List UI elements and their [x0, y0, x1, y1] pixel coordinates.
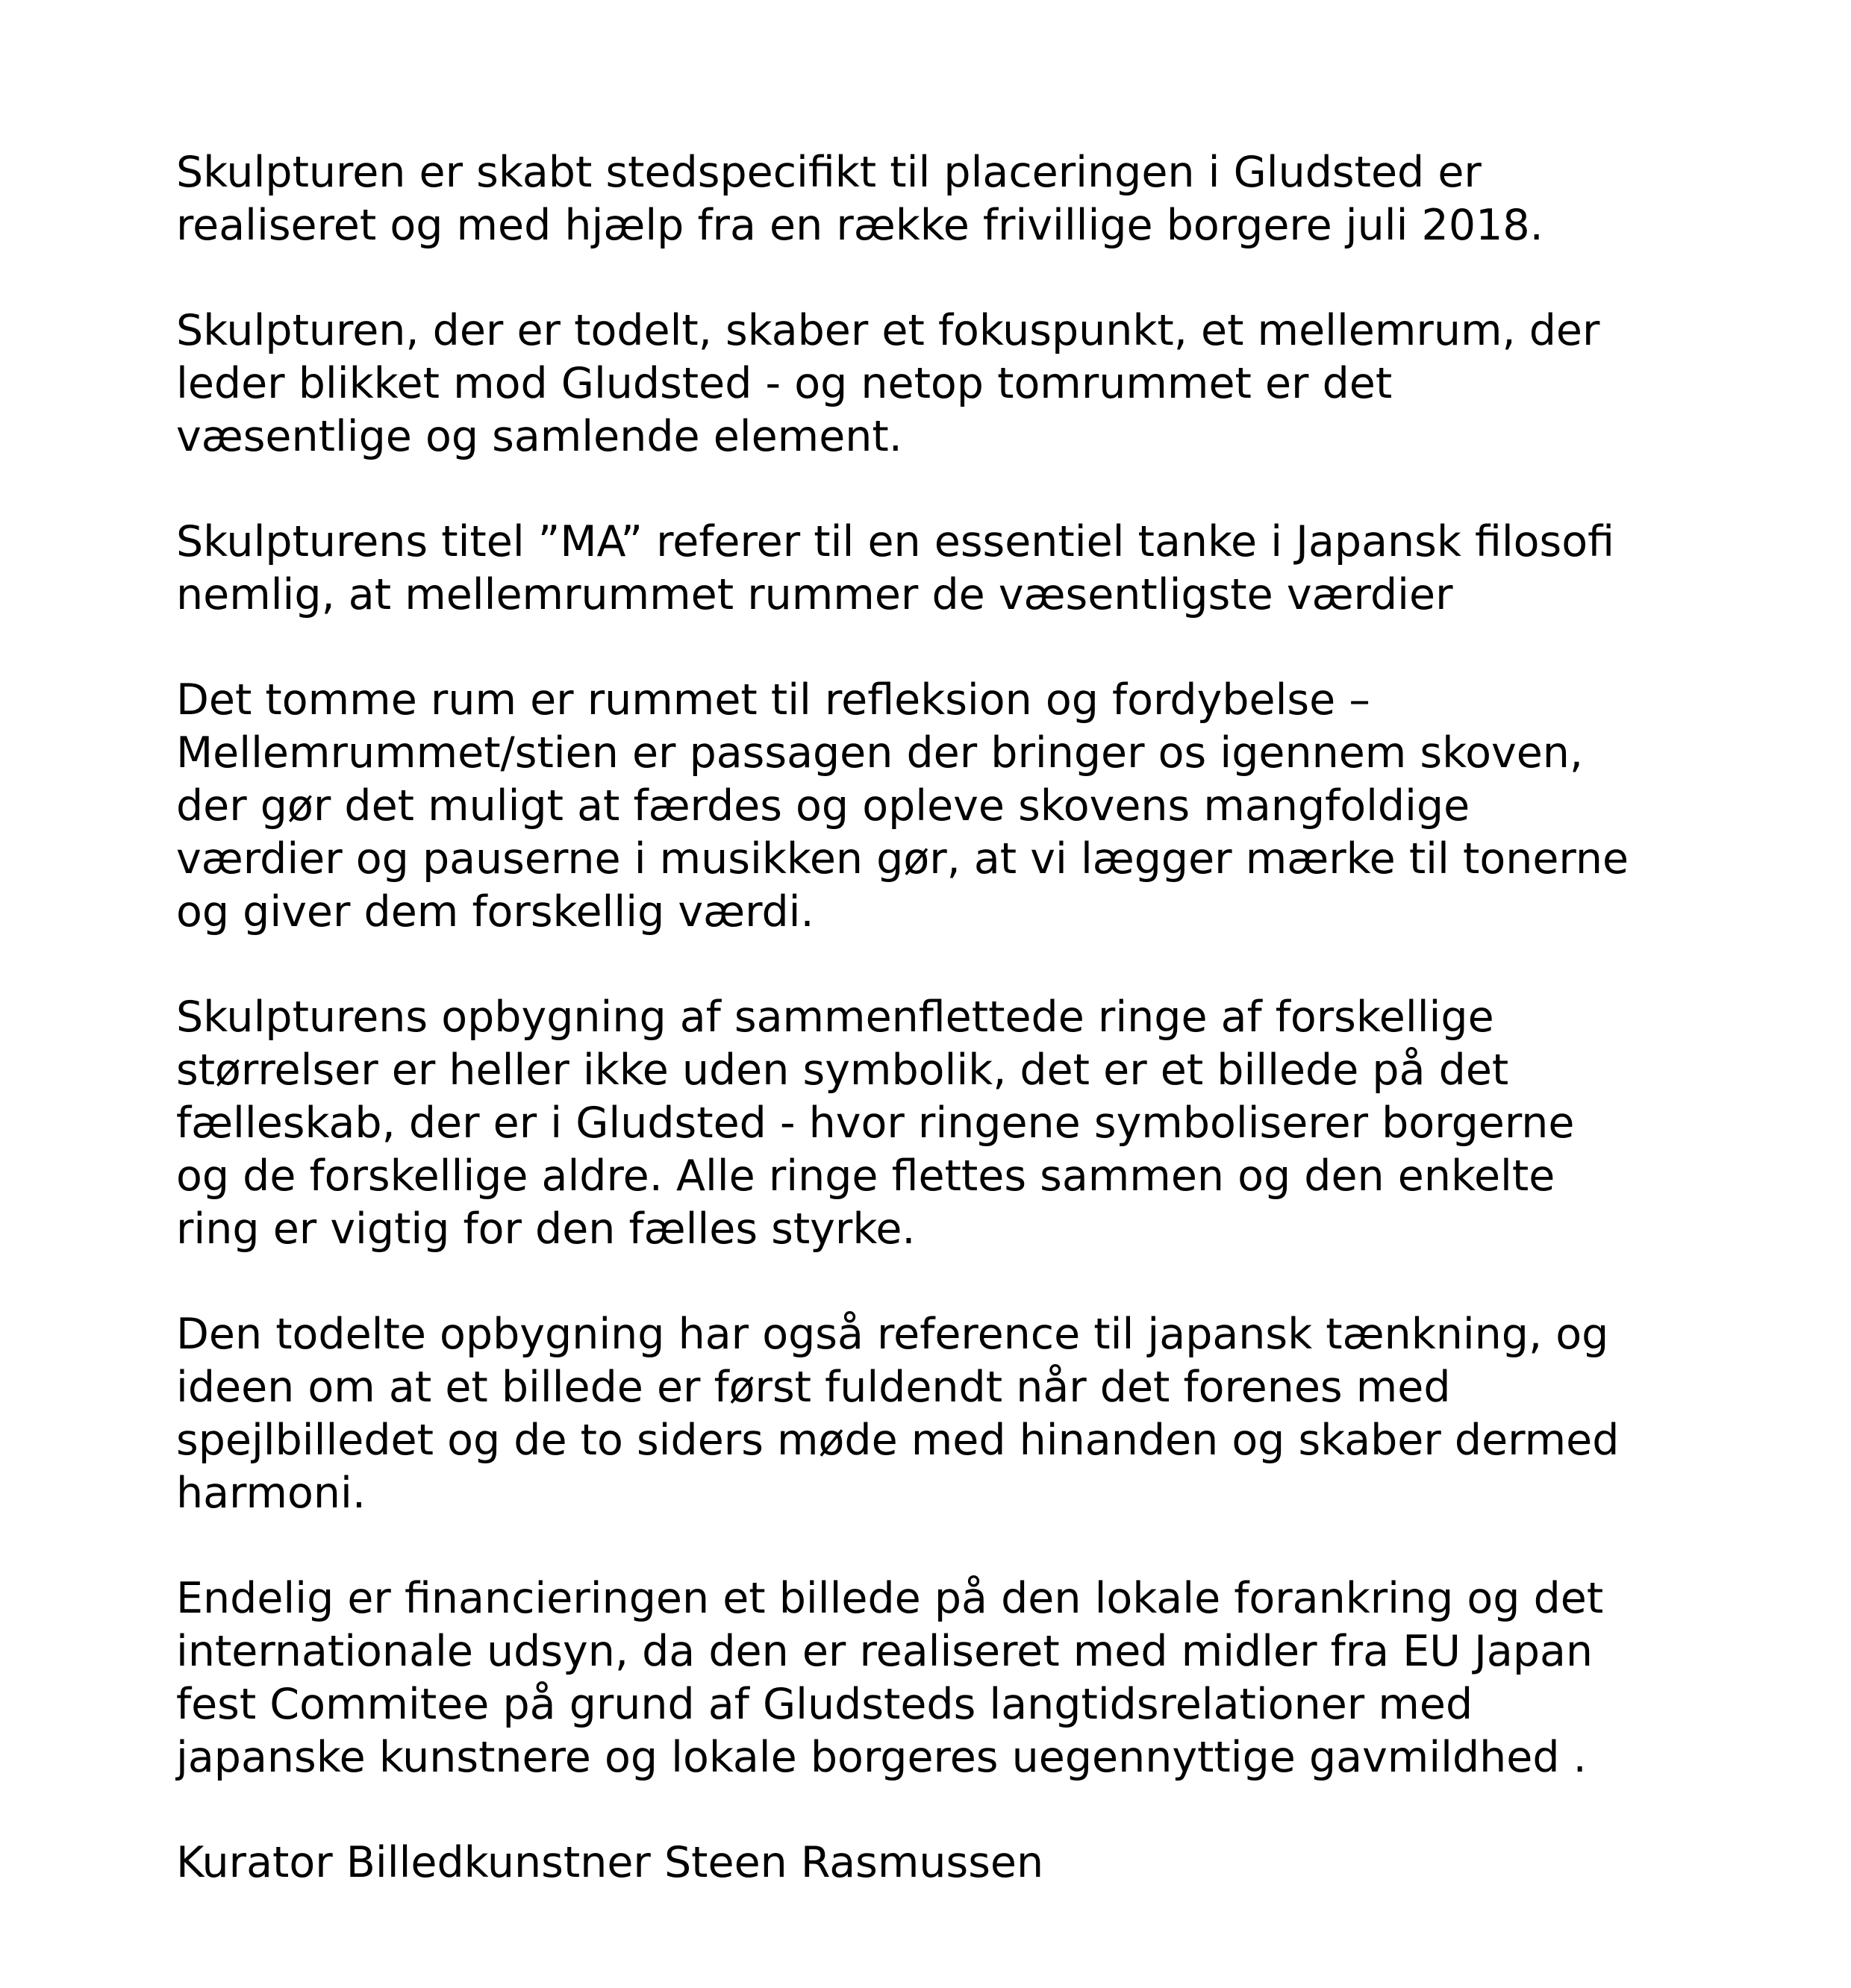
text-line: Kurator Billedkunstner Steen Rasmussen: [176, 1838, 1044, 1887]
paragraph-7: [176, 1572, 1744, 1784]
text-line: Mellemrummet/stien er passagen der bringer os igennem skoven,: [176, 728, 1584, 778]
text-line: realiseret og med hjælp fra en række frivillige borgere juli 2018.: [176, 201, 1543, 250]
text-line: harmoni.: [176, 1469, 366, 1518]
text-line: væsentlige og samlende element.: [176, 412, 902, 461]
text-line: Det tomme rum er rummet til refleksion og fordybelse –: [176, 675, 1370, 725]
text-line: fest Commitee på grund af Gludsteds langtidsrelationer med: [176, 1680, 1473, 1729]
text-line: nemlig, at mellemrummet rummer de væsentligste værdier: [176, 570, 1453, 619]
signature-line: [176, 1837, 1744, 1889]
text-line: leder blikket mod Gludsted - og netop tomrummet er det: [176, 359, 1393, 408]
text-line: og giver dem forskellig værdi.: [176, 887, 814, 937]
text-line: værdier og pauserne i musikken gør, at vi lægger mærke til tonerne: [176, 834, 1629, 884]
text-line: og de forskellige aldre. Alle ringe flettes sammen og den enkelte: [176, 1151, 1555, 1201]
paragraph-3: [176, 516, 1744, 622]
paragraph-1: [176, 146, 1744, 252]
text-line: Skulpturens titel ”MA” referer til en essentiel tanke i Japansk filosofi: [176, 517, 1615, 566]
paragraph-5: [176, 991, 1744, 1256]
text-line: internationale udsyn, da den er realiseret med midler fra EU Japan: [176, 1627, 1594, 1676]
text-line: der gør det muligt at færdes og opleve skovens mangfoldige: [176, 781, 1470, 831]
text-line: Skulpturen er skabt stedspecifikt til placeringen i Gludsted er: [176, 148, 1482, 197]
text-line: ideen om at et billede er først fuldendt når det forenes med: [176, 1363, 1451, 1412]
paragraph-2: [176, 304, 1744, 463]
document-body: [176, 146, 1744, 1942]
text-line: fælleskab, der er i Gludsted - hvor ringene symboliserer borgerne: [176, 1098, 1575, 1148]
text-line: spejlbilledet og de to siders møde med hinanden og skaber dermed: [176, 1416, 1620, 1465]
paragraph-4: [176, 674, 1744, 939]
text-line: Endelig er financieringen et billede på den lokale forankring og det: [176, 1574, 1604, 1623]
paragraph-6: [176, 1308, 1744, 1520]
text-line: ring er vigtig for den fælles styrke.: [176, 1204, 916, 1254]
text-line: Skulpturen, der er todelt, skaber et fokuspunkt, et mellemrum, der: [176, 306, 1600, 355]
text-line: japanske kunstnere og lokale borgeres uegennyttige gavmildhed .: [176, 1733, 1587, 1782]
text-line: størrelser er heller ikke uden symbolik, det er et billede på det: [176, 1045, 1509, 1095]
text-line: Skulpturens opbygning af sammenflettede ringe af forskellige: [176, 993, 1494, 1042]
text-line: Den todelte opbygning har også reference til japansk tænkning, og: [176, 1310, 1609, 1359]
